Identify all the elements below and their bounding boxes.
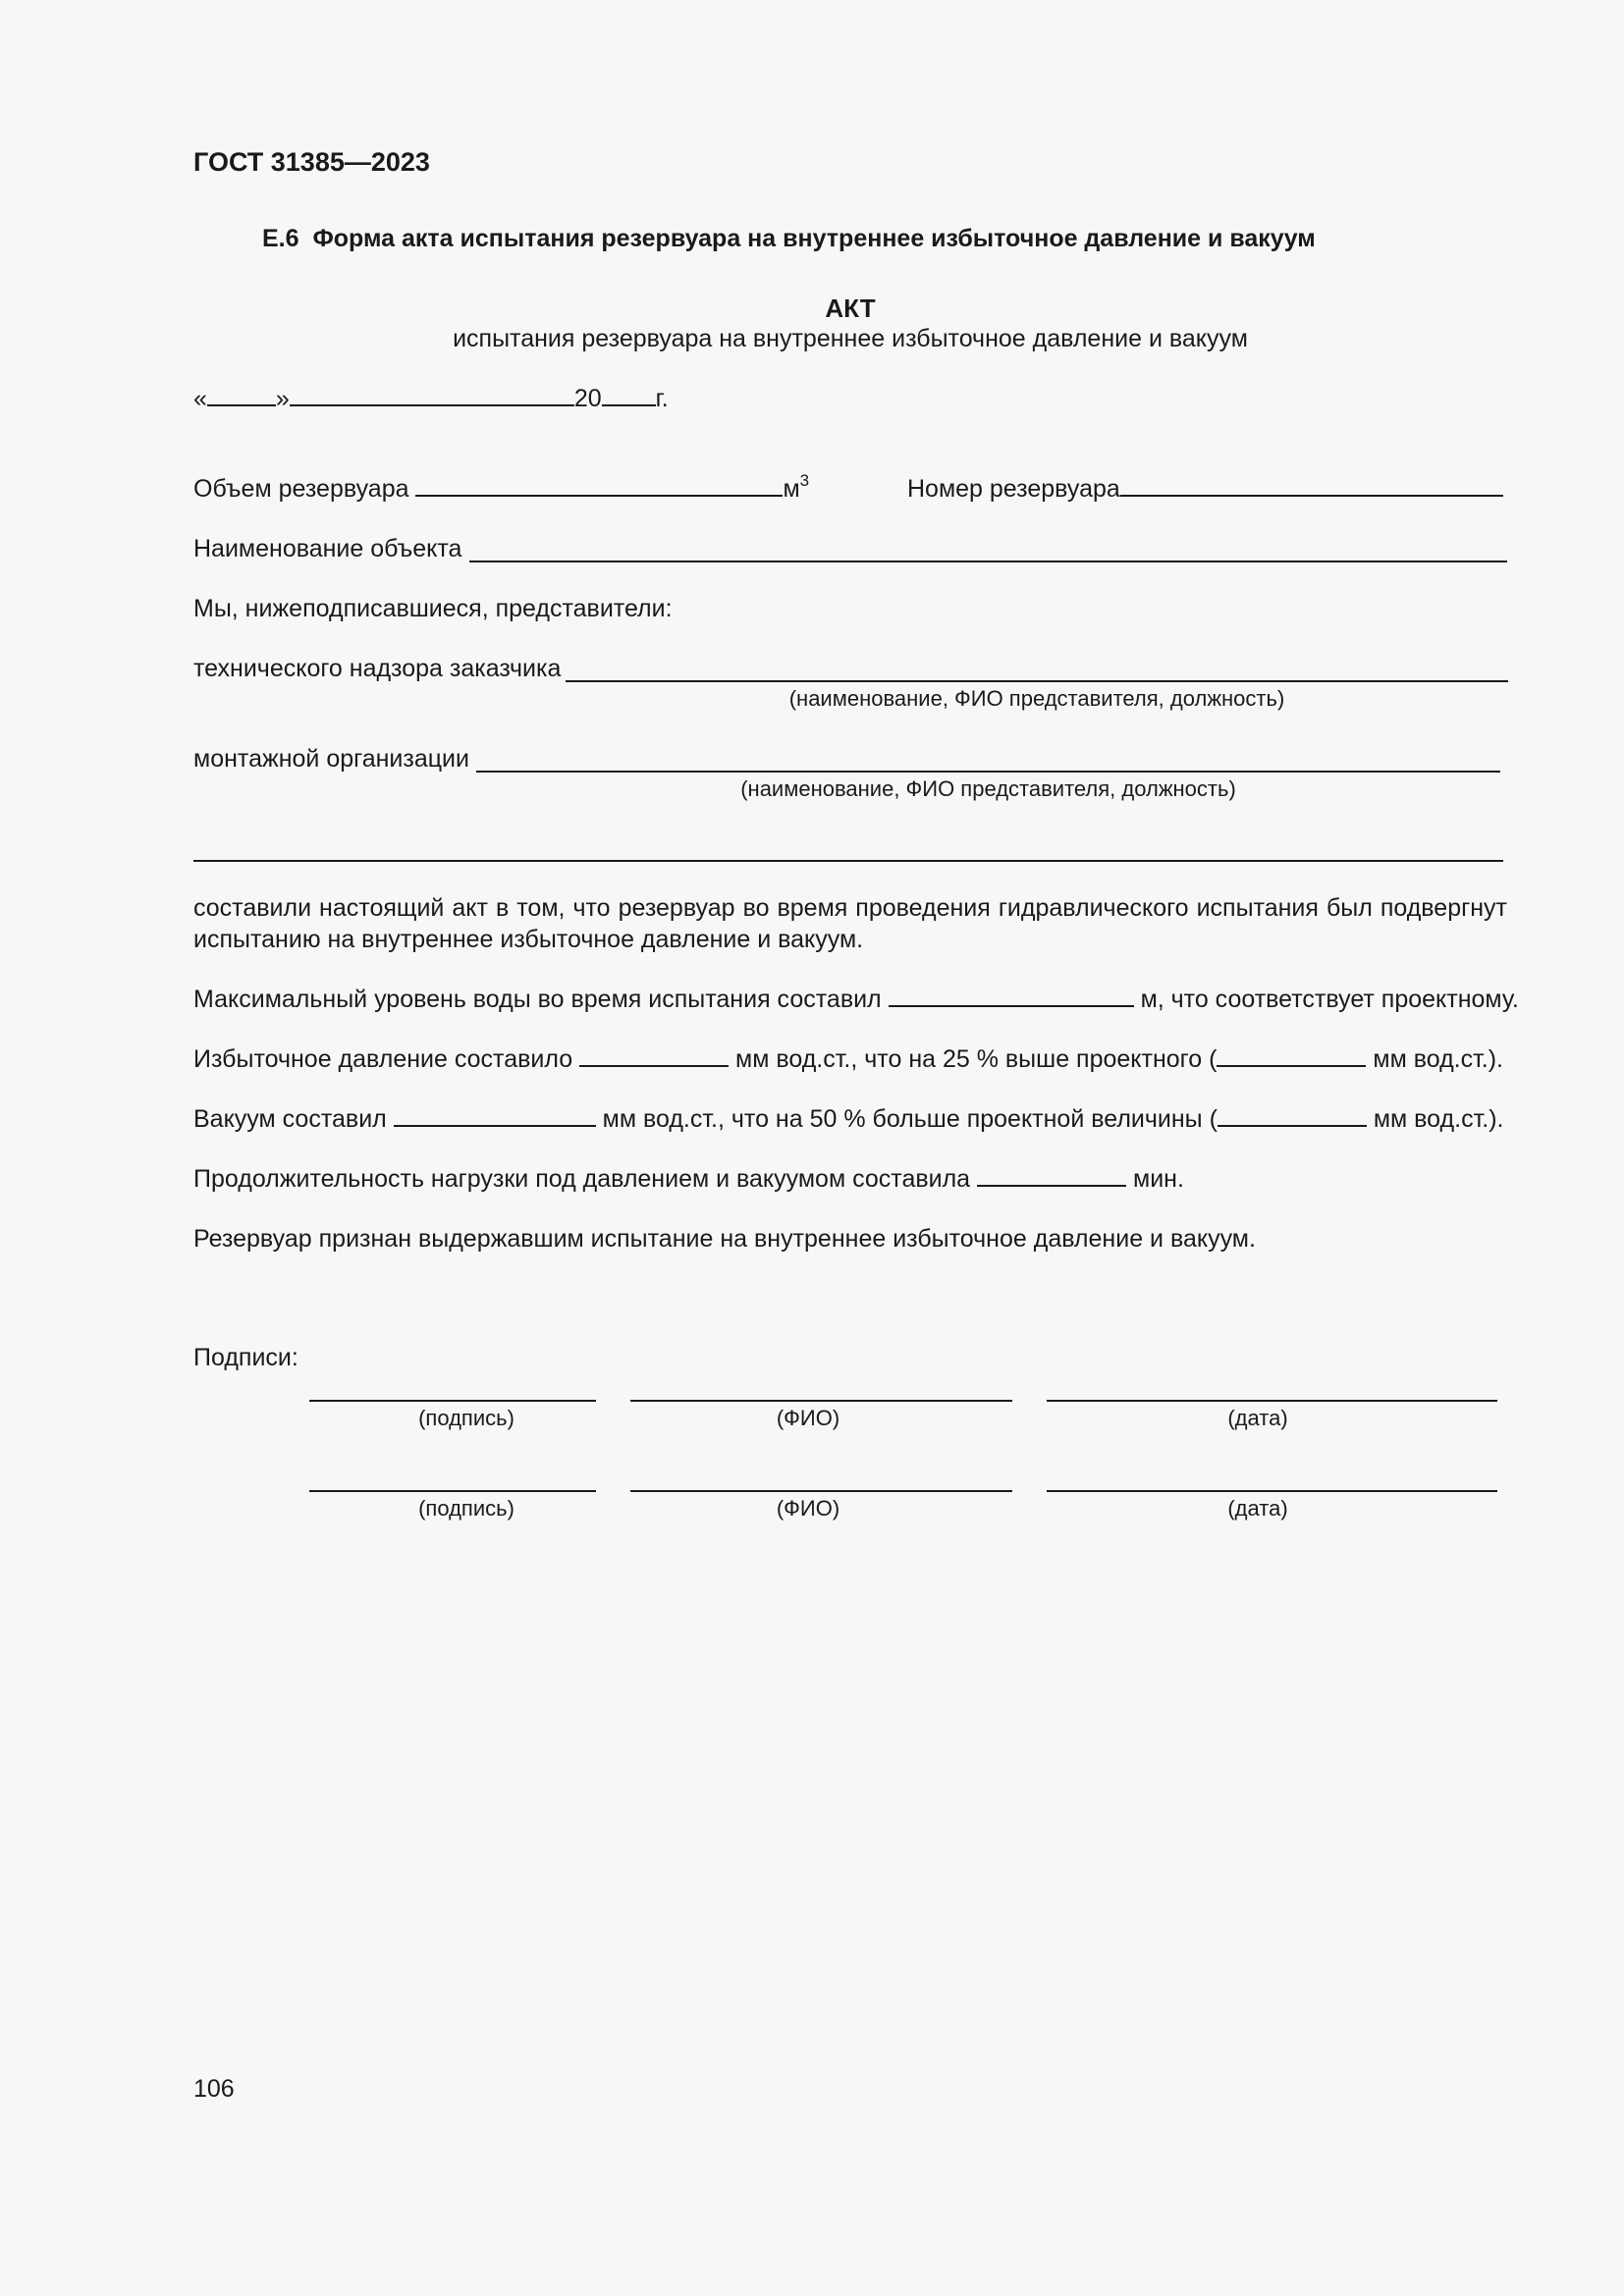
date-caption: (дата) <box>1227 1406 1288 1430</box>
water-level-blank[interactable] <box>889 984 1134 1007</box>
volume-blank[interactable] <box>415 473 783 497</box>
date-close-quote: » <box>275 385 290 412</box>
date-sign-line[interactable] <box>1047 1400 1497 1402</box>
month-blank[interactable] <box>290 383 574 406</box>
year-suffix: г. <box>655 385 669 412</box>
signature-caption: (подпись) <box>418 1496 514 1521</box>
signature-line[interactable] <box>309 1490 596 1492</box>
page-number: 106 <box>193 2075 235 2103</box>
name-caption: (ФИО) <box>776 1406 840 1430</box>
date-open-quote: « <box>193 385 207 412</box>
date-sign-line[interactable] <box>1047 1490 1497 1492</box>
duration-blank[interactable] <box>977 1163 1126 1187</box>
water-level-prefix: Максимальный уровень воды во время испытания составил <box>193 986 882 1013</box>
act-subtitle: испытания резервуара на внутреннее избыточное давление и вакуум <box>453 325 1248 352</box>
name-caption: (ФИО) <box>776 1496 840 1521</box>
volume-label: Объем резервуара <box>193 475 409 503</box>
vacuum-mid: мм вод.ст., что на 50 % больше проектной величины ( <box>602 1105 1218 1133</box>
statement-paragraph: составили настоящий акт в том, что резервуар во время проведения гидравлического испытания был подвергнут испытанию на внутреннее избыточное давление и вакуум. <box>193 894 1507 953</box>
tech-supervision-blank[interactable] <box>566 680 1508 682</box>
number-blank[interactable] <box>1120 473 1503 497</box>
object-blank[interactable] <box>469 561 1507 562</box>
section-heading <box>262 225 1316 253</box>
vacuum-design-blank[interactable] <box>1218 1103 1367 1127</box>
pressure-suffix: мм вод.ст.). <box>1373 1045 1503 1073</box>
vacuum-blank[interactable] <box>394 1103 596 1127</box>
pressure-design-blank[interactable] <box>1217 1043 1366 1067</box>
pressure-blank[interactable] <box>579 1043 729 1067</box>
number-row <box>907 473 1503 505</box>
section-number: Е.6 <box>262 225 299 252</box>
volume-unit: м <box>783 475 800 503</box>
pressure-mid: мм вод.ст., что на 25 % выше проектного ( <box>735 1045 1218 1073</box>
day-blank[interactable] <box>207 383 276 406</box>
number-label: Номер резервуара <box>907 475 1120 503</box>
extra-blank-line[interactable] <box>193 860 1503 862</box>
water-level-suffix: м, что соответствует проектному. <box>1140 986 1519 1013</box>
section-title: Форма акта испытания резервуара на внутреннее избыточное давление и вакуум <box>312 225 1316 252</box>
act-title: АКТ <box>825 294 876 323</box>
mounting-org-label: монтажной организации <box>193 745 469 773</box>
volume-unit-power: 3 <box>799 470 810 490</box>
signature-line[interactable] <box>309 1400 596 1402</box>
duration-suffix: мин. <box>1133 1165 1184 1193</box>
vacuum-suffix: мм вод.ст.). <box>1373 1105 1504 1133</box>
mounting-org-blank[interactable] <box>476 771 1500 773</box>
volume-row <box>193 470 810 505</box>
representatives-intro: Мы, нижеподписавшиеся, представители: <box>193 595 673 622</box>
pressure-row <box>193 1043 1503 1075</box>
mounting-org-caption: (наименование, ФИО представителя, должность) <box>740 776 1236 801</box>
tech-supervision-caption: (наименование, ФИО представителя, должность) <box>788 686 1285 711</box>
duration-prefix: Продолжительность нагрузки под давлением и вакуумом составила <box>193 1165 971 1193</box>
duration-row <box>193 1163 1184 1195</box>
year-blank[interactable] <box>602 383 656 406</box>
signature-caption: (подпись) <box>418 1406 514 1430</box>
water-level-row <box>193 984 1519 1015</box>
year-prefix: 20 <box>573 385 602 412</box>
tech-supervision-label: технического надзора заказчика <box>193 655 562 682</box>
name-line[interactable] <box>630 1400 1012 1402</box>
name-line[interactable] <box>630 1490 1012 1492</box>
vacuum-row <box>193 1103 1503 1135</box>
document-code: ГОСТ 31385—2023 <box>193 147 430 177</box>
vacuum-prefix: Вакуум составил <box>193 1105 387 1133</box>
pressure-prefix: Избыточное давление составило <box>193 1045 573 1073</box>
conclusion: Резервуар признан выдержавшим испытание на внутреннее избыточное давление и вакуум. <box>193 1225 1256 1253</box>
date-line <box>193 383 669 414</box>
object-label: Наименование объекта <box>193 535 462 562</box>
signatures-label: Подписи: <box>193 1344 298 1371</box>
date-caption: (дата) <box>1227 1496 1288 1521</box>
